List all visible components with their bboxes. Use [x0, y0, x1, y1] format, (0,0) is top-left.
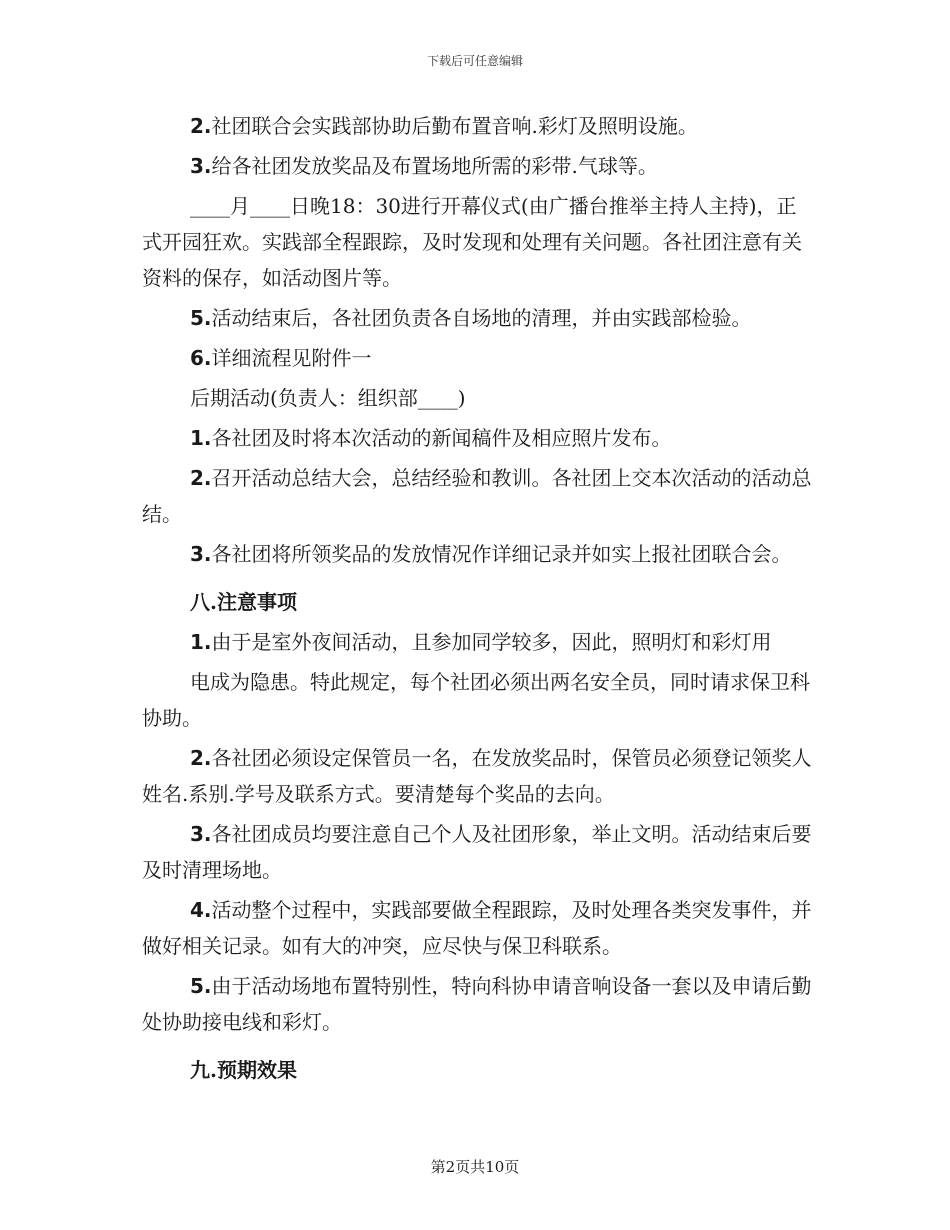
paragraph — [142, 740, 812, 812]
paragraph-text: 八.注意事项 — [190, 590, 297, 614]
paragraph — [142, 148, 812, 184]
paragraph — [142, 968, 812, 1040]
list-number: 4. — [190, 898, 212, 922]
list-number: 2. — [190, 114, 212, 138]
section-heading — [142, 1052, 812, 1088]
paragraph — [142, 380, 812, 416]
paragraph-text: 活动整个过程中，实践部要做全程跟踪，及时处理各类突发事件，并做好相关记录。如有大的冲突，应尽快与保卫科联系。 — [142, 898, 812, 958]
list-number: 3. — [190, 154, 212, 178]
paragraph-text: 给各社团发放奖品及布置场地所需的彩带.气球等。 — [211, 154, 658, 178]
paragraph-text: 社团联合会实践部协助后勤布置音响.彩灯及照明设施。 — [211, 114, 698, 138]
document-body — [142, 108, 812, 1092]
paragraph-text: 九.预期效果 — [190, 1058, 297, 1082]
paragraph — [142, 108, 812, 144]
list-number: 3. — [190, 542, 212, 566]
list-number: 3. — [190, 822, 212, 846]
paragraph-text: 召开活动总结大会，总结经验和教训。各社团上交本次活动的活动总结。 — [142, 466, 812, 526]
paragraph — [142, 664, 812, 736]
paragraph-text: 各社团及时将本次活动的新闻稿件及相应照片发布。 — [211, 426, 672, 450]
paragraph-text: 后期活动(负责人：组织部____) — [190, 386, 466, 410]
list-number: 2. — [190, 466, 212, 490]
paragraph-text: 各社团将所领奖品的发放情况作详细记录并如实上报社团联合会。 — [211, 542, 792, 566]
paragraph-text: 电成为隐患。特此规定，每个社团必须出两名安全员，同时请求保卫科协助。 — [142, 670, 810, 730]
paragraph — [142, 340, 812, 376]
paragraph-text: 由于活动场地布置特别性，特向科协申请音响设备一套以及申请后勤处协助接电线和彩灯。 — [142, 974, 812, 1034]
paragraph-text: 活动结束后，各社团负责各自场地的清理，并由实践部检验。 — [211, 306, 752, 330]
paragraph — [142, 460, 812, 532]
list-number: 2. — [190, 746, 212, 770]
list-number: 1. — [190, 426, 212, 450]
list-number: 5. — [190, 974, 212, 998]
paragraph — [142, 420, 812, 456]
paragraph-text: ____月____日晚18：30进行开幕仪式(由广播台推举主持人主持)，正式开园狂欢。实践部全程跟踪，及时发现和处理有关问题。各社团注意有关资料的保存，如活动图片等。 — [142, 194, 802, 290]
paragraph — [142, 816, 812, 888]
paragraph-text: 各社团必须设定保管员一名，在发放奖品时，保管员必须登记领奖人姓名.系别.学号及联系方式。要清楚每个奖品的去向。 — [142, 746, 812, 806]
paragraph — [142, 536, 812, 572]
paragraph — [142, 300, 812, 336]
page-footer: 第2页共10页 — [430, 1158, 520, 1176]
paragraph-text: 详细流程见附件一 — [211, 346, 372, 370]
list-number: 6. — [190, 346, 212, 370]
list-number: 5. — [190, 306, 212, 330]
paragraph — [142, 188, 812, 296]
page-header: 下载后可任意编辑 — [426, 54, 523, 68]
section-heading — [142, 584, 812, 620]
paragraph-text: 各社团成员均要注意自己个人及社团形象，举止文明。活动结束后要及时清理场地。 — [142, 822, 812, 882]
list-number: 1. — [190, 630, 212, 654]
paragraph-text: 由于是室外夜间活动，且参加同学较多，因此，照明灯和彩灯用 — [211, 630, 772, 654]
paragraph — [142, 892, 812, 964]
paragraph — [142, 624, 812, 660]
